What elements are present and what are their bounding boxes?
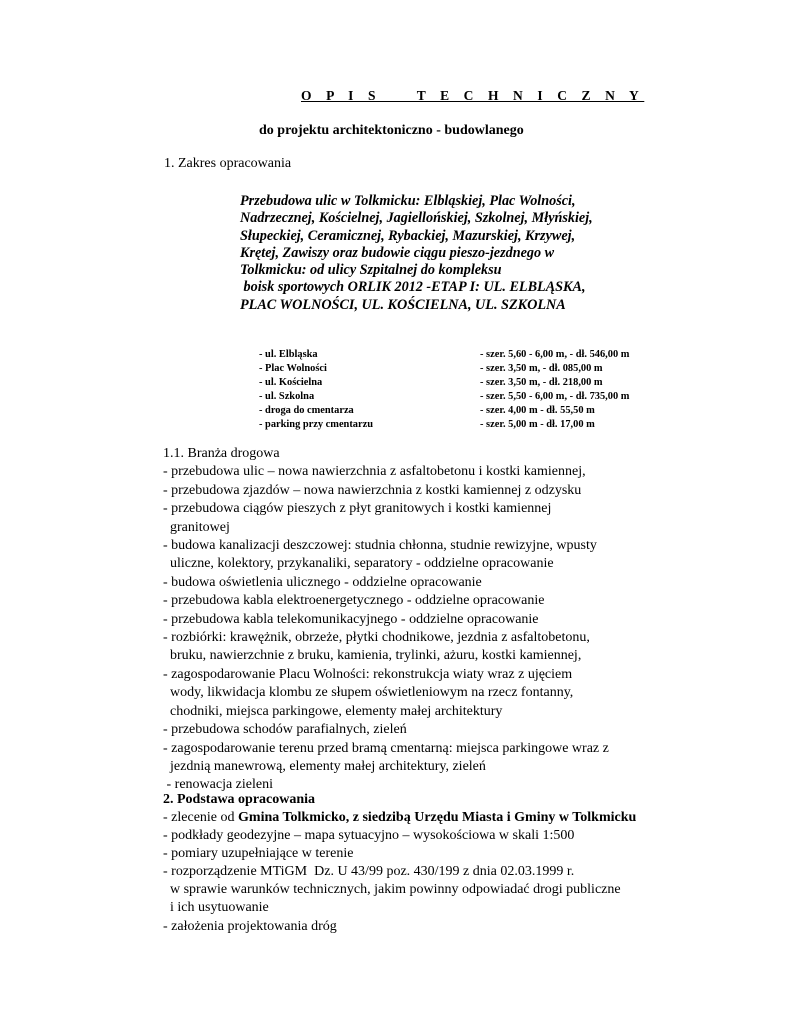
- street-dims: - szer. 5,50 - 6,00 m, - dł. 735,00 m: [480, 391, 630, 403]
- podstawa-opracowania-list: [163, 809, 636, 936]
- list-item: - podkłady geodezyjne – mapa sytuacyjno – wysokościowa w skali 1:500: [163, 828, 575, 844]
- list-item: - budowa kanalizacji deszczowej: studnia chłonna, studnie rewizyjne, wpusty: [163, 538, 597, 554]
- section-1-heading: [164, 156, 291, 172]
- list-item: - założenia projektowania dróg: [163, 918, 337, 934]
- street-row: [259, 376, 629, 390]
- list-item: uliczne, kolektory, przykanaliki, separatory - oddzielne opracowanie: [163, 556, 554, 572]
- street-row: [259, 404, 629, 418]
- project-line: Słupeckiej, Ceramicznej, Rybackiej, Mazurskiej, Krzywej,: [240, 227, 576, 244]
- list-item: bruku, nawierzchnie z bruku, kamienia, trylinki, ażuru, kostki kamiennej,: [163, 648, 582, 664]
- list-item: jezdnią manewrową, elementy małej architektury, zieleń: [163, 758, 486, 774]
- project-line: Tolkmicku: od ulicy Szpitalnej do kompleksu: [240, 262, 502, 279]
- list-item: wody, likwidacja klombu ze słupem oświetleniowym na rzecz fontanny,: [163, 685, 574, 701]
- project-line: Krętej, Zawiszy oraz budowie ciągu pieszo-jezdnego w: [240, 244, 555, 261]
- list-item: i ich usytuowanie: [163, 900, 269, 916]
- street-name: - parking przy cmentarzu: [259, 419, 373, 431]
- list-item: - przebudowa zjazdów – nowa nawierzchnia z kostki kamiennej z odzysku: [163, 482, 582, 498]
- zlecenie-prefix: - zlecenie od: [163, 810, 239, 825]
- project-scope-description: [240, 193, 593, 314]
- street-row: [259, 362, 629, 376]
- project-line: PLAC WOLNOŚCI, UL. KOŚCIELNA, UL. SZKOLNA: [240, 296, 566, 313]
- street-name: - droga do cmentarza: [259, 405, 354, 417]
- section-1-title: Zakres opracowania: [178, 156, 292, 171]
- street-dims: - szer. 5,00 m - dł. 17,00 m: [480, 419, 595, 431]
- street-dims: - szer. 5,60 - 6,00 m, - dł. 546,00 m: [480, 349, 630, 360]
- list-item: - budowa oświetlenia ulicznego - oddzielne opracowanie: [163, 574, 482, 590]
- project-line: Nadrzecznej, Kościelnej, Jagiellońskiej, Szkolnej, Młyńskiej,: [240, 210, 593, 227]
- document-subtitle: do projektu architektoniczno - budowlanego: [259, 123, 524, 138]
- list-item: 1.1. Branża drogowa: [163, 446, 280, 461]
- list-item: - przebudowa kabla telekomunikacyjnego - oddzielne opracowanie: [163, 611, 539, 627]
- list-item: [163, 809, 636, 827]
- list-item: - przebudowa kabla elektroenergetycznego - oddzielne opracowanie: [163, 593, 545, 609]
- list-item: - zagospodarowanie Placu Wolności: rekonstrukcja wiaty wraz z ujęciem: [163, 666, 573, 682]
- list-item: granitowej: [163, 519, 230, 535]
- street-row: [259, 390, 629, 404]
- list-item: w sprawie warunków technicznych, jakim powinny odpowiadać drogi publiczne: [163, 882, 621, 898]
- list-item: - przebudowa ulic – nowa nawierzchnia z asfaltobetonu i kostki kamiennej,: [163, 464, 586, 480]
- street-row: [259, 348, 629, 362]
- street-dims: - szer. 4,00 m - dł. 55,50 m: [480, 405, 595, 417]
- street-row: [259, 418, 629, 432]
- list-item: - zagospodarowanie terenu przed bramą cmentarną: miejsca parkingowe wraz z: [163, 740, 609, 756]
- project-line: Przebudowa ulic w Tolkmicku: Elbląskiej, Plac Wolności,: [240, 193, 576, 209]
- document-title: O P I S T E C H N I C Z N Y: [301, 88, 645, 103]
- street-name: - ul. Kościelna: [259, 377, 323, 389]
- section-2-heading: 2. Podstawa opracowania: [163, 792, 316, 807]
- list-item: - przebudowa schodów parafialnych, zieleń: [163, 722, 407, 738]
- project-line: boisk sportowych ORLIK 2012 -ETAP I: UL. ELBLĄSKA,: [240, 279, 586, 296]
- section-1-separator: .: [171, 156, 178, 171]
- street-dimensions-table: [259, 348, 629, 433]
- list-item: - pomiary uzupełniające w terenie: [163, 846, 354, 862]
- street-dims: - szer. 3,50 m, - dł. 085,00 m: [480, 363, 603, 375]
- section-1-number: 1: [164, 156, 171, 171]
- client-name: Gmina Tolkmicko, z siedzibą Urzędu Miasta i Gminy w Tolkmicku: [238, 810, 637, 825]
- list-item: - przebudowa ciągów pieszych z płyt granitowych i kostki kamiennej: [163, 501, 552, 517]
- street-name: - ul. Elbląska: [259, 349, 318, 360]
- street-dims: - szer. 3,50 m, - dł. 218,00 m: [480, 377, 603, 389]
- list-item: chodniki, miejsca parkingowe, elementy małej architektury: [163, 703, 503, 719]
- street-name: - Plac Wolności: [259, 363, 327, 375]
- branza-drogowa-list: [163, 445, 609, 795]
- list-item: - rozporządzenie MTiGM Dz. U 43/99 poz. 430/199 z dnia 02.03.1999 r.: [163, 864, 575, 880]
- street-name: - ul. Szkolna: [259, 391, 315, 403]
- list-item: - renowacja zieleni: [163, 777, 273, 793]
- list-item: - rozbiórki: krawężnik, obrzeże, płytki chodnikowe, jezdnia z asfaltobetonu,: [163, 630, 590, 646]
